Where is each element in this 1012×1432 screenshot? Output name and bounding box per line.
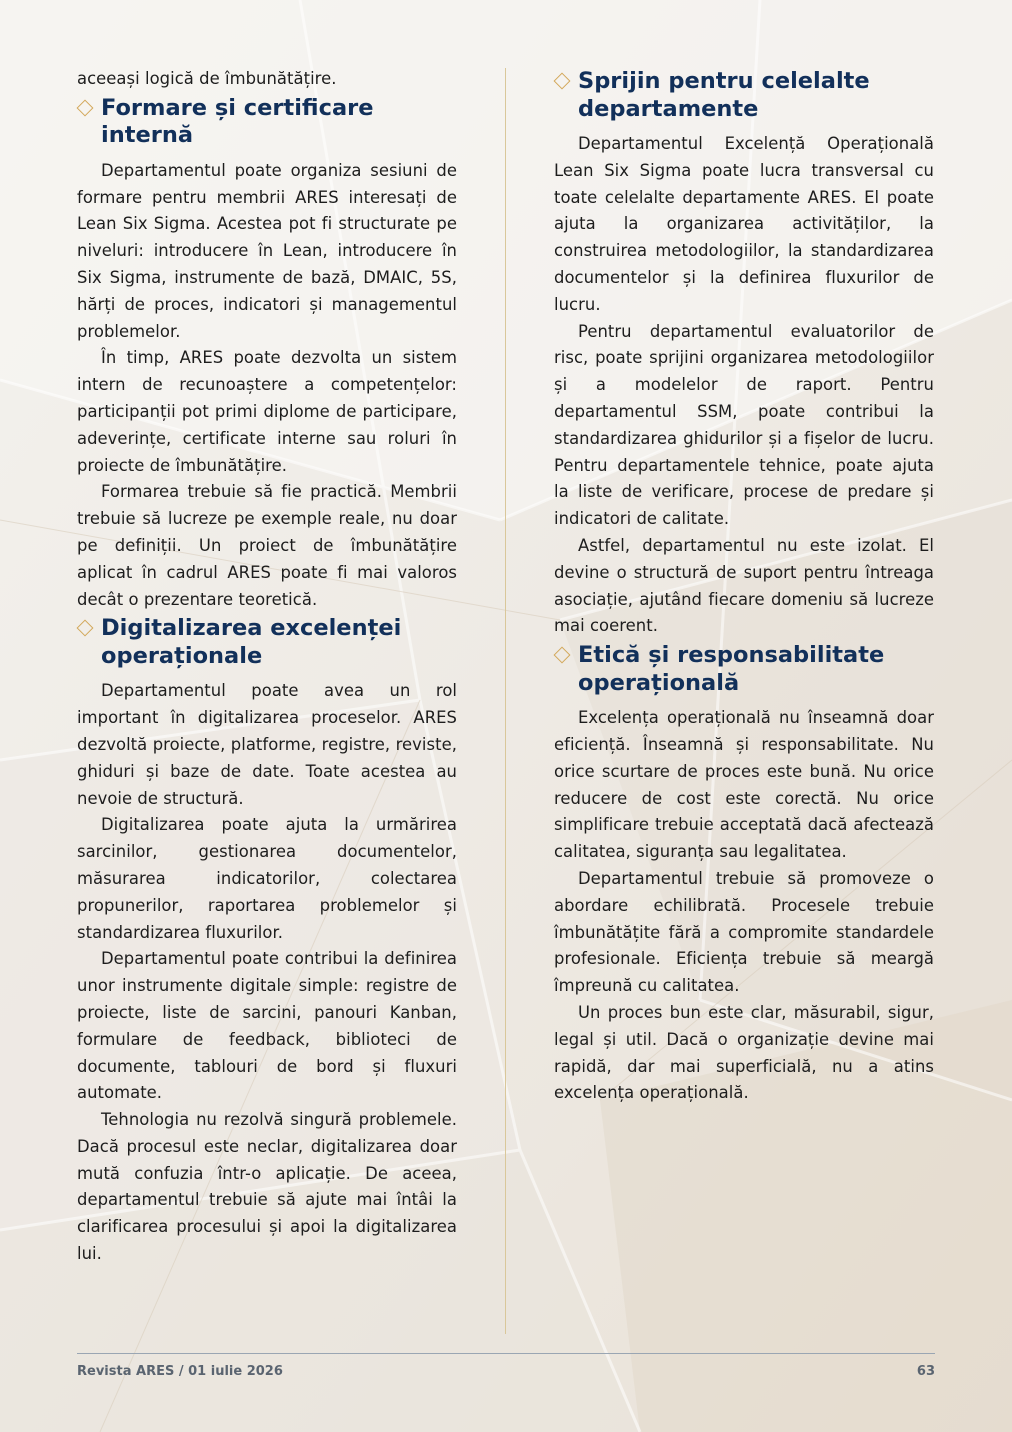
section-title-text: Etică și responsabilitate operațională	[578, 642, 885, 696]
section-support-departments	[554, 68, 934, 640]
paragraph: Departamentul poate avea un rol important în digitalizarea proceselor. ARES dezvoltă proiecte, platforme, registre, reviste, ghiduri și baze de date. Toate acestea au nevoie de structură.	[77, 681, 457, 808]
paragraph: Formarea trebuie să fie practică. Membrii trebuie să lucreze pe exemple reale, nu doar pe definiții. Un proiect de îmbunătățire aplicat în cadrul ARES poate fi mai valoros decât o prezentare teoretică.	[77, 482, 457, 609]
paragraph: Departamentul Excelență Operațională Lean Six Sigma poate lucra transversal cu toate celelalte departamente ARES. El poate ajuta la organizarea activităților, la construirea metodologiilor, la standardizarea documentelor și la definirea fluxurilor de lucru.	[554, 134, 934, 314]
footer-publication: Revista ARES / 01 iulie 2026	[77, 1364, 283, 1379]
diamond-outline-icon	[77, 620, 94, 637]
paragraph: Excelența operațională nu înseamnă doar eficiență. Înseamnă și responsabilitate. Nu orice scurtare de proces este bună. Nu orice reducere de cost este corectă. Nu orice simplificare trebuie acceptată dacă afectează calitatea, siguranța sau legalitatea.	[554, 708, 934, 862]
paragraph: Pentru departamentul evaluatorilor de risc, poate sprijini organizarea metodologiilor și a modelelor de raport. Pentru departamentul SSM, poate contribui la standardizarea ghidurilor și a fișelor de lucru. Pentru departamentele tehnice, poate ajuta la liste de verificare, procese de predare și indicatori de calitate.	[554, 321, 934, 529]
section-title-text: Digitalizarea excelenței operaționale	[101, 615, 402, 669]
paragraph: Digitalizarea poate ajuta la urmărirea sarcinilor, gestionarea documentelor, măsurarea indicatorilor, colectarea propunerilor, raportarea problemelor și standardizarea fluxurilor.	[77, 815, 457, 942]
section-title	[554, 642, 934, 697]
right-column	[554, 66, 934, 1107]
paragraph: În timp, ARES poate dezvolta un sistem intern de recunoaștere a competențelor: participanții pot primi diplome de participare, adeverințe, certificate interne sau roluri în proiecte de îmbunătățire.	[77, 348, 457, 475]
page-number: 63	[916, 1364, 935, 1379]
paragraph: Departamentul poate contribui la definirea unor instrumente digitale simple: registre de proiecte, liste de sarcini, panouri Kanban, formulare de feedback, biblioteci de documente, tablouri de bord și fluxuri automate.	[77, 949, 457, 1103]
paragraph: Tehnologia nu rezolvă singură problemele. Dacă procesul este neclar, digitalizarea doar mută confuzia într-o aplicație. De aceea, departamentul trebuie să ajute mai întâi la clarificarea procesului și apoi la digitalizarea lui.	[77, 1110, 457, 1264]
intro-continuation: aceeași logică de îmbunătățire.	[77, 69, 337, 88]
section-title	[554, 68, 934, 123]
paragraph: Departamentul poate organiza sesiuni de formare pentru membrii ARES interesați de Lean Six Sigma. Acestea pot fi structurate pe niveluri: introducere în Lean, introducere în Six Sigma, instrumente de bază, DMAIC, 5S, hărți de proces, indicatori și managementul problemelor.	[77, 160, 457, 341]
paragraph: Departamentul trebuie să promoveze o abordare echilibrată. Procesele trebuie îmbunătățite fără a compromite standardele profesionale. Eficiența trebuie să meargă împreună cu calitatea.	[554, 868, 934, 996]
section-title-text: Formare și certificare internă	[101, 94, 374, 149]
section-ethics-responsibility	[554, 642, 934, 1107]
section-title	[77, 95, 457, 150]
diamond-outline-icon	[77, 99, 94, 116]
section-title	[77, 615, 457, 670]
paragraph: Un proces bun este clar, măsurabil, sigur, legal și util. Dacă o organizație devine mai rapidă, dar mai superficială, nu a atins excelența operațională.	[554, 1002, 934, 1103]
diamond-outline-icon	[554, 73, 571, 90]
section-title-text: Sprijin pentru celelalte departamente	[578, 68, 870, 122]
section-training-certification	[77, 95, 457, 614]
column-divider	[505, 68, 506, 1334]
section-digitalization	[77, 615, 457, 1268]
diamond-outline-icon	[554, 647, 571, 664]
paragraph: Astfel, departamentul nu este izolat. El devine o structură de suport pentru întreaga asociație, ajutând fiecare domeniu să lucreze mai coerent.	[554, 535, 934, 636]
left-column	[77, 66, 457, 1268]
footer-divider	[77, 1353, 935, 1354]
